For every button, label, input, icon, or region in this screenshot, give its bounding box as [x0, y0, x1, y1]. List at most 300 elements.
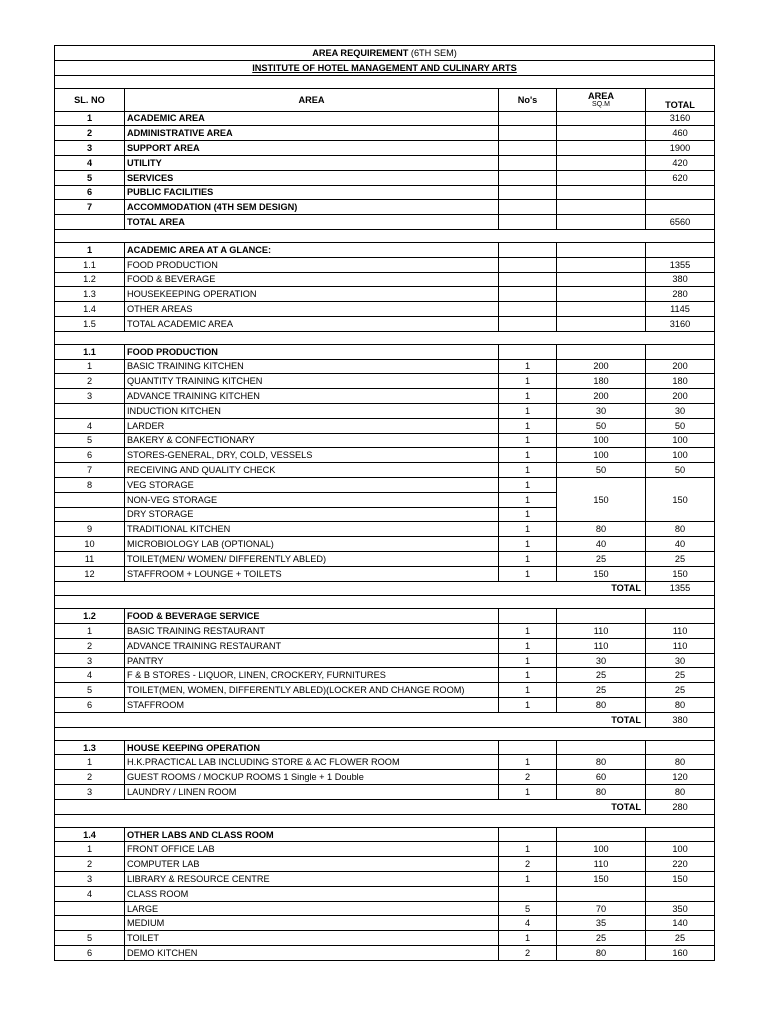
total-cell: 180	[646, 374, 715, 389]
blank-row	[55, 229, 715, 242]
area-name-cell: OTHER AREAS	[125, 302, 499, 317]
area-name-cell: HOUSEKEEPING OPERATION	[125, 287, 499, 302]
area-name-cell: SUPPORT AREA	[125, 141, 499, 156]
area-name-cell: BASIC TRAINING RESTAURANT	[125, 624, 499, 639]
empty-cell	[557, 344, 646, 359]
section-header-row	[55, 344, 715, 359]
section-number: 1.2	[55, 609, 125, 624]
sl-cell	[55, 215, 125, 230]
area-name-cell: QUANTITY TRAINING KITCHEN	[125, 374, 499, 389]
empty-cell	[646, 740, 715, 755]
total-cell: 6560	[646, 215, 715, 230]
table-row	[55, 842, 715, 857]
table-row	[55, 537, 715, 552]
sl-cell: 1	[55, 111, 125, 126]
sl-cell: 6	[55, 185, 125, 200]
table-row	[55, 418, 715, 433]
glance-row	[55, 287, 715, 302]
total-cell: 100	[646, 448, 715, 463]
total-cell: 1900	[646, 141, 715, 156]
nos-cell: 1	[499, 418, 557, 433]
sl-cell: 5	[55, 170, 125, 185]
sl-cell: 1	[55, 359, 125, 374]
section-header-row	[55, 740, 715, 755]
blank-row	[55, 727, 715, 740]
nos-cell: 1	[499, 389, 557, 404]
area-sqm-cell: 200	[557, 359, 646, 374]
area-name-cell: INDUCTION KITCHEN	[125, 403, 499, 418]
total-cell: 40	[646, 537, 715, 552]
total-cell: 80	[646, 755, 715, 770]
section-number: 1.3	[55, 740, 125, 755]
nos-cell: 1	[499, 477, 557, 492]
area-sqm-cell	[557, 257, 646, 272]
total-cell	[646, 886, 715, 901]
empty-cell	[557, 827, 646, 842]
blank-row	[55, 331, 715, 344]
area-name-cell: DEMO KITCHEN	[125, 946, 499, 961]
nos-cell	[499, 126, 557, 141]
sl-cell: 3	[55, 141, 125, 156]
table-row	[55, 872, 715, 887]
section-total-row	[55, 581, 715, 596]
sl-cell: 7	[55, 200, 125, 215]
summary-row	[55, 111, 715, 126]
table-row	[55, 638, 715, 653]
total-cell: 110	[646, 638, 715, 653]
nos-cell: 1	[499, 403, 557, 418]
area-name-cell: TOTAL ACADEMIC AREA	[125, 316, 499, 331]
empty-cell	[646, 344, 715, 359]
sl-cell: 5	[55, 931, 125, 946]
area-sqm-cell: 110	[557, 638, 646, 653]
area-sqm-cell	[557, 272, 646, 287]
nos-cell: 1	[499, 872, 557, 887]
area-name-cell: TOILET(MEN, WOMEN, DIFFERENTLY ABLED)(LOCKER AND CHANGE ROOM)	[125, 683, 499, 698]
header-area-sqm	[557, 88, 646, 111]
table-row	[55, 901, 715, 916]
summary-row	[55, 185, 715, 200]
table-row	[55, 403, 715, 418]
total-cell: 380	[646, 272, 715, 287]
nos-cell: 1	[499, 492, 557, 507]
area-sqm-cell: 200	[557, 389, 646, 404]
area-requirement-table	[54, 45, 715, 961]
section-total-value: 280	[646, 799, 715, 814]
area-name-cell: MEDIUM	[125, 916, 499, 931]
sl-cell: 1	[55, 624, 125, 639]
nos-cell: 1	[499, 931, 557, 946]
area-sqm-cell	[557, 185, 646, 200]
area-sqm-cell: 40	[557, 537, 646, 552]
area-sqm-cell: 50	[557, 418, 646, 433]
total-label: TOTAL	[55, 799, 646, 814]
area-name-cell: DRY STORAGE	[125, 507, 499, 522]
area-sqm-cell	[557, 170, 646, 185]
nos-cell: 1	[499, 522, 557, 537]
total-cell: 80	[646, 785, 715, 800]
nos-cell: 1	[499, 507, 557, 522]
nos-cell: 4	[499, 916, 557, 931]
table-row	[55, 770, 715, 785]
nos-cell: 1	[499, 551, 557, 566]
area-name-cell: FOOD & BEVERAGE	[125, 272, 499, 287]
area-sqm-cell	[557, 302, 646, 317]
table-row	[55, 931, 715, 946]
area-sqm-cell: 100	[557, 448, 646, 463]
area-name-cell: TOILET	[125, 931, 499, 946]
area-name-cell: BASIC TRAINING KITCHEN	[125, 359, 499, 374]
area-name-cell: TRADITIONAL KITCHEN	[125, 522, 499, 537]
sl-cell: 1.4	[55, 302, 125, 317]
header-area-label: AREA	[587, 90, 615, 101]
area-sqm-cell	[557, 200, 646, 215]
storage-row	[55, 477, 715, 492]
sl-cell: 12	[55, 566, 125, 581]
empty-cell	[646, 609, 715, 624]
header-area: AREA	[125, 88, 499, 111]
total-cell: 80	[646, 698, 715, 713]
table-row	[55, 374, 715, 389]
table-row	[55, 566, 715, 581]
table-row	[55, 433, 715, 448]
total-cell: 1355	[646, 257, 715, 272]
nos-cell: 1	[499, 374, 557, 389]
total-cell: 620	[646, 170, 715, 185]
nos-cell	[499, 316, 557, 331]
area-sqm-cell: 25	[557, 668, 646, 683]
area-sqm-cell	[557, 111, 646, 126]
table-row	[55, 785, 715, 800]
sl-cell: 2	[55, 638, 125, 653]
section-header-row	[55, 827, 715, 842]
table-row	[55, 668, 715, 683]
total-cell: 3160	[646, 111, 715, 126]
section-heading: ACADEMIC AREA AT A GLANCE:	[125, 242, 499, 257]
sl-cell: 5	[55, 683, 125, 698]
area-name-cell: ACADEMIC AREA	[125, 111, 499, 126]
area-sqm-cell: 25	[557, 551, 646, 566]
sl-cell: 3	[55, 785, 125, 800]
area-sqm-cell	[557, 126, 646, 141]
section-total-value: 1355	[646, 581, 715, 596]
area-sqm-cell: 25	[557, 683, 646, 698]
total-cell: 50	[646, 463, 715, 478]
sl-cell: 2	[55, 857, 125, 872]
sl-cell: 5	[55, 433, 125, 448]
title-row	[55, 46, 715, 61]
sl-cell: 3	[55, 872, 125, 887]
blank-cell	[55, 596, 715, 609]
sl-cell: 6	[55, 698, 125, 713]
total-cell: 200	[646, 359, 715, 374]
area-name-cell: MICROBIOLOGY LAB (OPTIONAL)	[125, 537, 499, 552]
area-name-cell: ADVANCE TRAINING RESTAURANT	[125, 638, 499, 653]
nos-cell: 1	[499, 683, 557, 698]
subtitle-row	[55, 60, 715, 75]
area-sqm-cell: 80	[557, 755, 646, 770]
nos-cell: 1	[499, 785, 557, 800]
section-number: 1.1	[55, 344, 125, 359]
nos-cell: 1	[499, 624, 557, 639]
sl-cell: 8	[55, 477, 125, 492]
area-sqm-cell: 110	[557, 857, 646, 872]
area-sqm-cell: 30	[557, 653, 646, 668]
area-sqm-cell: 180	[557, 374, 646, 389]
nos-cell: 2	[499, 770, 557, 785]
area-sqm-cell: 80	[557, 946, 646, 961]
sl-cell	[55, 403, 125, 418]
area-sqm-cell: 80	[557, 522, 646, 537]
section-heading: FOOD & BEVERAGE SERVICE	[125, 609, 499, 624]
area-sqm-cell: 100	[557, 433, 646, 448]
area-name-cell: STAFFROOM	[125, 698, 499, 713]
total-label: TOTAL	[55, 581, 646, 596]
total-cell: 30	[646, 403, 715, 418]
total-cell: 350	[646, 901, 715, 916]
table-row	[55, 755, 715, 770]
title-rest: (6TH SEM)	[408, 47, 457, 58]
section-total-row	[55, 712, 715, 727]
table-row	[55, 551, 715, 566]
table-row	[55, 463, 715, 478]
blank-cell	[55, 229, 715, 242]
nos-cell	[499, 886, 557, 901]
area-name-cell: UTILITY	[125, 155, 499, 170]
table-row	[55, 886, 715, 901]
area-sqm-cell	[557, 886, 646, 901]
blank-cell	[55, 814, 715, 827]
sl-cell: 4	[55, 418, 125, 433]
area-sqm-cell	[557, 215, 646, 230]
table-row	[55, 857, 715, 872]
nos-cell: 1	[499, 638, 557, 653]
nos-cell	[499, 111, 557, 126]
empty-cell	[499, 609, 557, 624]
glance-row	[55, 316, 715, 331]
summary-row	[55, 141, 715, 156]
table-row	[55, 389, 715, 404]
sl-cell: 1.5	[55, 316, 125, 331]
total-cell: 120	[646, 770, 715, 785]
nos-cell	[499, 141, 557, 156]
nos-cell	[499, 287, 557, 302]
total-cell: 280	[646, 287, 715, 302]
nos-cell: 1	[499, 537, 557, 552]
nos-cell: 1	[499, 698, 557, 713]
sl-cell: 6	[55, 946, 125, 961]
sl-cell	[55, 492, 125, 507]
area-sqm-cell: 50	[557, 463, 646, 478]
area-name-cell: COMPUTER LAB	[125, 857, 499, 872]
area-name-cell: BAKERY & CONFECTIONARY	[125, 433, 499, 448]
nos-cell: 2	[499, 946, 557, 961]
total-cell: 150	[646, 872, 715, 887]
sl-cell: 4	[55, 668, 125, 683]
section-header-row	[55, 609, 715, 624]
total-cell: 50	[646, 418, 715, 433]
page-title	[55, 46, 715, 61]
empty-cell	[557, 740, 646, 755]
summary-row	[55, 126, 715, 141]
blank-cell	[55, 331, 715, 344]
total-cell: 160	[646, 946, 715, 961]
area-name-cell: PANTRY	[125, 653, 499, 668]
area-sqm-cell: 35	[557, 916, 646, 931]
title-bold: AREA REQUIREMENT	[312, 47, 409, 58]
section-heading: OTHER LABS AND CLASS ROOM	[125, 827, 499, 842]
table-row	[55, 522, 715, 537]
area-sqm-cell: 110	[557, 624, 646, 639]
section-total-row	[55, 799, 715, 814]
area-sqm-cell: 150	[557, 566, 646, 581]
total-cell: 420	[646, 155, 715, 170]
storage-area-merged-cell: 150	[557, 477, 646, 521]
total-cell: 30	[646, 653, 715, 668]
total-cell: 80	[646, 522, 715, 537]
storage-total-merged-cell: 150	[646, 477, 715, 521]
glance-row	[55, 257, 715, 272]
total-cell: 1145	[646, 302, 715, 317]
area-sqm-cell	[557, 316, 646, 331]
empty-cell	[499, 827, 557, 842]
total-cell: 110	[646, 624, 715, 639]
header-total: TOTAL	[646, 88, 715, 111]
nos-cell	[499, 257, 557, 272]
total-cell: 25	[646, 668, 715, 683]
area-sqm-cell: 80	[557, 698, 646, 713]
total-cell: 25	[646, 931, 715, 946]
sl-cell: 6	[55, 448, 125, 463]
table-body	[55, 46, 715, 961]
nos-cell	[499, 200, 557, 215]
total-cell: 3160	[646, 316, 715, 331]
sl-cell: 4	[55, 155, 125, 170]
table-row	[55, 624, 715, 639]
area-name-cell: H.K.PRACTICAL LAB INCLUDING STORE & AC FLOWER ROOM	[125, 755, 499, 770]
nos-cell: 1	[499, 668, 557, 683]
header-nos: No's	[499, 88, 557, 111]
header-row	[55, 88, 715, 111]
nos-cell: 1	[499, 448, 557, 463]
summary-row	[55, 155, 715, 170]
area-name-cell: RECEIVING AND QUALITY CHECK	[125, 463, 499, 478]
total-label: TOTAL	[55, 712, 646, 727]
area-name-cell: FRONT OFFICE LAB	[125, 842, 499, 857]
table-row	[55, 698, 715, 713]
empty-cell	[646, 827, 715, 842]
area-name-cell: F & B STORES - LIQUOR, LINEN, CROCKERY, FURNITURES	[125, 668, 499, 683]
sl-cell: 2	[55, 374, 125, 389]
total-cell	[646, 200, 715, 215]
area-sqm-cell: 70	[557, 901, 646, 916]
area-name-cell: VEG STORAGE	[125, 477, 499, 492]
nos-cell: 1	[499, 842, 557, 857]
nos-cell: 1	[499, 653, 557, 668]
section-header-row	[55, 242, 715, 257]
area-sqm-cell: 60	[557, 770, 646, 785]
total-cell: 25	[646, 551, 715, 566]
empty-cell	[557, 609, 646, 624]
area-name-cell: STAFFROOM + LOUNGE + TOILETS	[125, 566, 499, 581]
nos-cell	[499, 272, 557, 287]
empty-cell	[499, 344, 557, 359]
institute-name: INSTITUTE OF HOTEL MANAGEMENT AND CULINARY ARTS	[55, 60, 715, 75]
area-sqm-cell: 30	[557, 403, 646, 418]
header-sqm-label: SQ.M	[592, 100, 610, 108]
area-sqm-cell: 100	[557, 842, 646, 857]
total-cell: 25	[646, 683, 715, 698]
section-heading: FOOD PRODUCTION	[125, 344, 499, 359]
blank-row	[55, 75, 715, 88]
total-cell: 220	[646, 857, 715, 872]
area-name-cell: SERVICES	[125, 170, 499, 185]
blank-row	[55, 596, 715, 609]
area-name-cell: NON-VEG STORAGE	[125, 492, 499, 507]
sl-cell: 3	[55, 653, 125, 668]
area-name-cell: CLASS ROOM	[125, 886, 499, 901]
area-name-cell: LIBRARY & RESOURCE CENTRE	[125, 872, 499, 887]
sl-cell	[55, 901, 125, 916]
blank-row	[55, 814, 715, 827]
sl-cell: 2	[55, 770, 125, 785]
area-name-cell: STORES-GENERAL, DRY, COLD, VESSELS	[125, 448, 499, 463]
nos-cell	[499, 155, 557, 170]
blank-cell	[55, 727, 715, 740]
table-row	[55, 653, 715, 668]
area-sqm-cell: 80	[557, 785, 646, 800]
area-name-cell: GUEST ROOMS / MOCKUP ROOMS 1 Single + 1 Double	[125, 770, 499, 785]
nos-cell	[499, 215, 557, 230]
area-name-cell: ADVANCE TRAINING KITCHEN	[125, 389, 499, 404]
empty-cell	[499, 740, 557, 755]
area-sqm-cell: 25	[557, 931, 646, 946]
glance-row	[55, 272, 715, 287]
total-cell: 150	[646, 566, 715, 581]
nos-cell: 2	[499, 857, 557, 872]
section-number: 1.4	[55, 827, 125, 842]
area-name-cell: TOTAL AREA	[125, 215, 499, 230]
table-row	[55, 448, 715, 463]
nos-cell: 1	[499, 755, 557, 770]
section-total-value: 380	[646, 712, 715, 727]
nos-cell: 5	[499, 901, 557, 916]
sl-cell: 7	[55, 463, 125, 478]
nos-cell	[499, 302, 557, 317]
area-name-cell: LAUNDRY / LINEN ROOM	[125, 785, 499, 800]
header-sl-no: SL. NO	[55, 88, 125, 111]
total-cell: 100	[646, 842, 715, 857]
glance-row	[55, 302, 715, 317]
sl-cell: 1	[55, 842, 125, 857]
empty-cell	[499, 242, 557, 257]
nos-cell: 1	[499, 359, 557, 374]
total-cell: 460	[646, 126, 715, 141]
sl-cell: 10	[55, 537, 125, 552]
sl-cell: 3	[55, 389, 125, 404]
area-name-cell: ACCOMMODATION (4TH SEM DESIGN)	[125, 200, 499, 215]
area-sqm-cell	[557, 141, 646, 156]
nos-cell: 1	[499, 433, 557, 448]
area-name-cell: ADMINISTRATIVE AREA	[125, 126, 499, 141]
total-cell: 140	[646, 916, 715, 931]
area-name-cell: PUBLIC FACILITIES	[125, 185, 499, 200]
nos-cell	[499, 185, 557, 200]
area-name-cell: FOOD PRODUCTION	[125, 257, 499, 272]
table-row	[55, 946, 715, 961]
area-sqm-cell: 150	[557, 872, 646, 887]
nos-cell	[499, 170, 557, 185]
